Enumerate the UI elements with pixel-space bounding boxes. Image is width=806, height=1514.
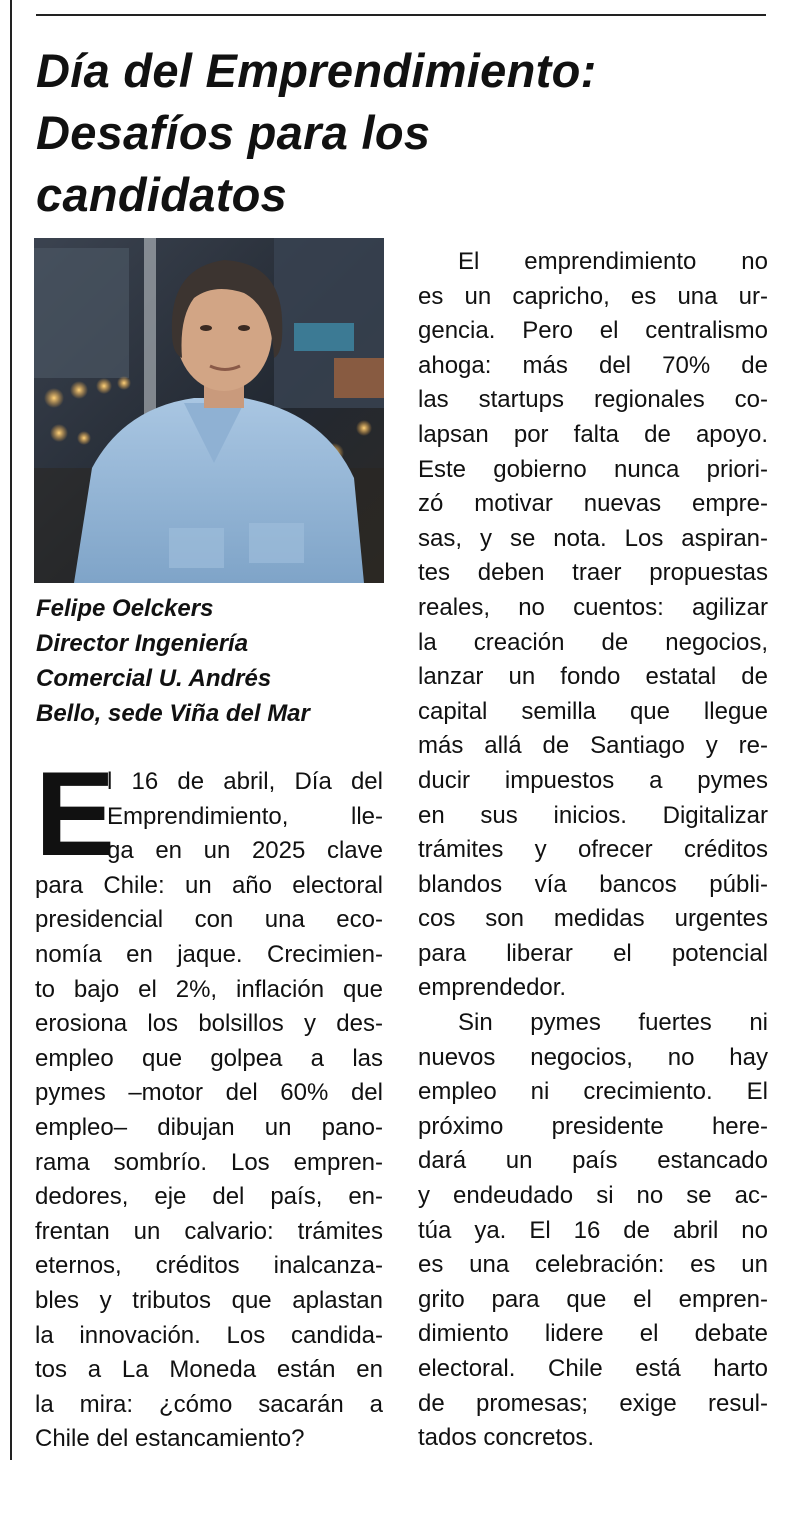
body-line: lapsan por falta de apoyo. <box>418 420 768 448</box>
article-body-left-column <box>35 747 383 1457</box>
body-line: Chile del estancamiento? <box>35 1425 305 1453</box>
body-line: en sus inicios. Digitalizar <box>418 801 768 829</box>
body-line: lanzar un fondo estatal de <box>418 663 768 691</box>
article-headline <box>36 40 766 226</box>
body-line: pymes –motor del 60% del <box>35 1079 383 1107</box>
body-line: reales, no cuentos: agilizar <box>418 593 768 621</box>
body-line: blandos vía bancos públi- <box>418 870 768 898</box>
body-line: grito para que el empren- <box>418 1285 768 1313</box>
body-line: y endeudado si no se ac- <box>418 1182 768 1210</box>
body-line: nuevos negocios, no hay <box>418 1043 768 1071</box>
body-line: cos son medidas urgentes <box>418 905 768 933</box>
body-line: Sin pymes fuertes ni <box>458 1009 768 1037</box>
author-portrait-image <box>34 238 384 583</box>
body-line: ahoga: más del 70% de <box>418 351 768 379</box>
body-line: erosiona los bolsillos y des- <box>35 1010 383 1038</box>
body-line: la creación de negocios, <box>418 628 768 656</box>
body-line: bles y tributos que aplastan <box>35 1286 383 1314</box>
body-line: próximo presidente here- <box>418 1112 768 1140</box>
body-line: nomía en jaque. Crecimien- <box>35 940 383 968</box>
body-line: sas, y se nota. Los aspiran- <box>418 524 768 552</box>
body-line: to bajo el 2%, inflación que <box>35 975 383 1003</box>
body-line: dimiento lidere el debate <box>418 1320 768 1348</box>
headline-line: Desafíos para los <box>36 106 431 159</box>
top-divider <box>36 14 766 16</box>
body-line: tados concretos. <box>418 1424 595 1452</box>
author-photo <box>34 238 384 583</box>
body-line: electoral. Chile está harto <box>418 1355 768 1382</box>
body-line: túa ya. El 16 de abril no <box>418 1216 768 1244</box>
body-line: más allá de Santiago y re- <box>418 732 768 760</box>
body-line: emprendedor. <box>418 974 567 1002</box>
author-name: Felipe Oelckers <box>36 595 214 622</box>
body-line: dará un país estancado <box>418 1147 768 1175</box>
drop-cap: E <box>35 747 116 881</box>
body-line: empleo ni crecimiento. El <box>418 1078 768 1106</box>
body-line: eternos, créditos inalcanza- <box>35 1252 383 1280</box>
body-line: de promesas; exige resul- <box>418 1389 768 1417</box>
body-line: capital semilla que llegue <box>418 697 768 725</box>
headline-line: candidatos <box>36 168 288 221</box>
body-line: es una celebración: es un <box>418 1251 768 1279</box>
author-title: Bello, sede Viña del Mar <box>36 700 310 727</box>
body-line: zó motivar nuevas empre- <box>418 490 768 518</box>
body-line: es un capricho, es una ur- <box>418 282 768 310</box>
author-byline <box>36 591 386 731</box>
body-line: la mira: ¿cómo sacarán a <box>35 1390 383 1418</box>
author-title: Comercial U. Andrés <box>36 665 272 692</box>
body-line: la innovación. Los candida- <box>35 1321 383 1349</box>
body-line: Emprendimiento, lle- <box>107 802 383 830</box>
body-line: rama sombrío. Los empren- <box>35 1148 383 1176</box>
body-line: dedores, eje del país, en- <box>35 1183 383 1211</box>
body-line: gencia. Pero el centralismo <box>418 317 768 345</box>
body-line: l 16 de abril, Día del <box>107 768 383 795</box>
body-line: ga en un 2025 clave <box>107 837 383 865</box>
body-line: para liberar el potencial <box>418 939 768 967</box>
body-line: frentan un calvario: trámites <box>35 1217 383 1245</box>
body-line: ducir impuestos a pymes <box>418 766 768 794</box>
page-left-border <box>10 0 12 1460</box>
body-line: para Chile: un año electoral <box>35 871 383 899</box>
body-line: tes deben traer propuestas <box>418 559 768 587</box>
body-line: tos a La Moneda están en <box>35 1356 383 1384</box>
article-body-right-column <box>418 245 768 1456</box>
headline-line: Día del Emprendimiento: <box>36 44 597 97</box>
body-line: presidencial con una eco- <box>35 906 383 934</box>
body-line: las startups regionales co- <box>418 386 768 414</box>
body-line: El emprendimiento no <box>458 248 768 275</box>
body-line: trámites y ofrecer créditos <box>418 836 768 864</box>
body-line: empleo– dibujan un pano- <box>35 1113 383 1141</box>
author-title: Director Ingeniería <box>36 630 249 657</box>
body-line: empleo que golpea a las <box>35 1044 383 1072</box>
body-line: Este gobierno nunca priori- <box>418 455 768 483</box>
